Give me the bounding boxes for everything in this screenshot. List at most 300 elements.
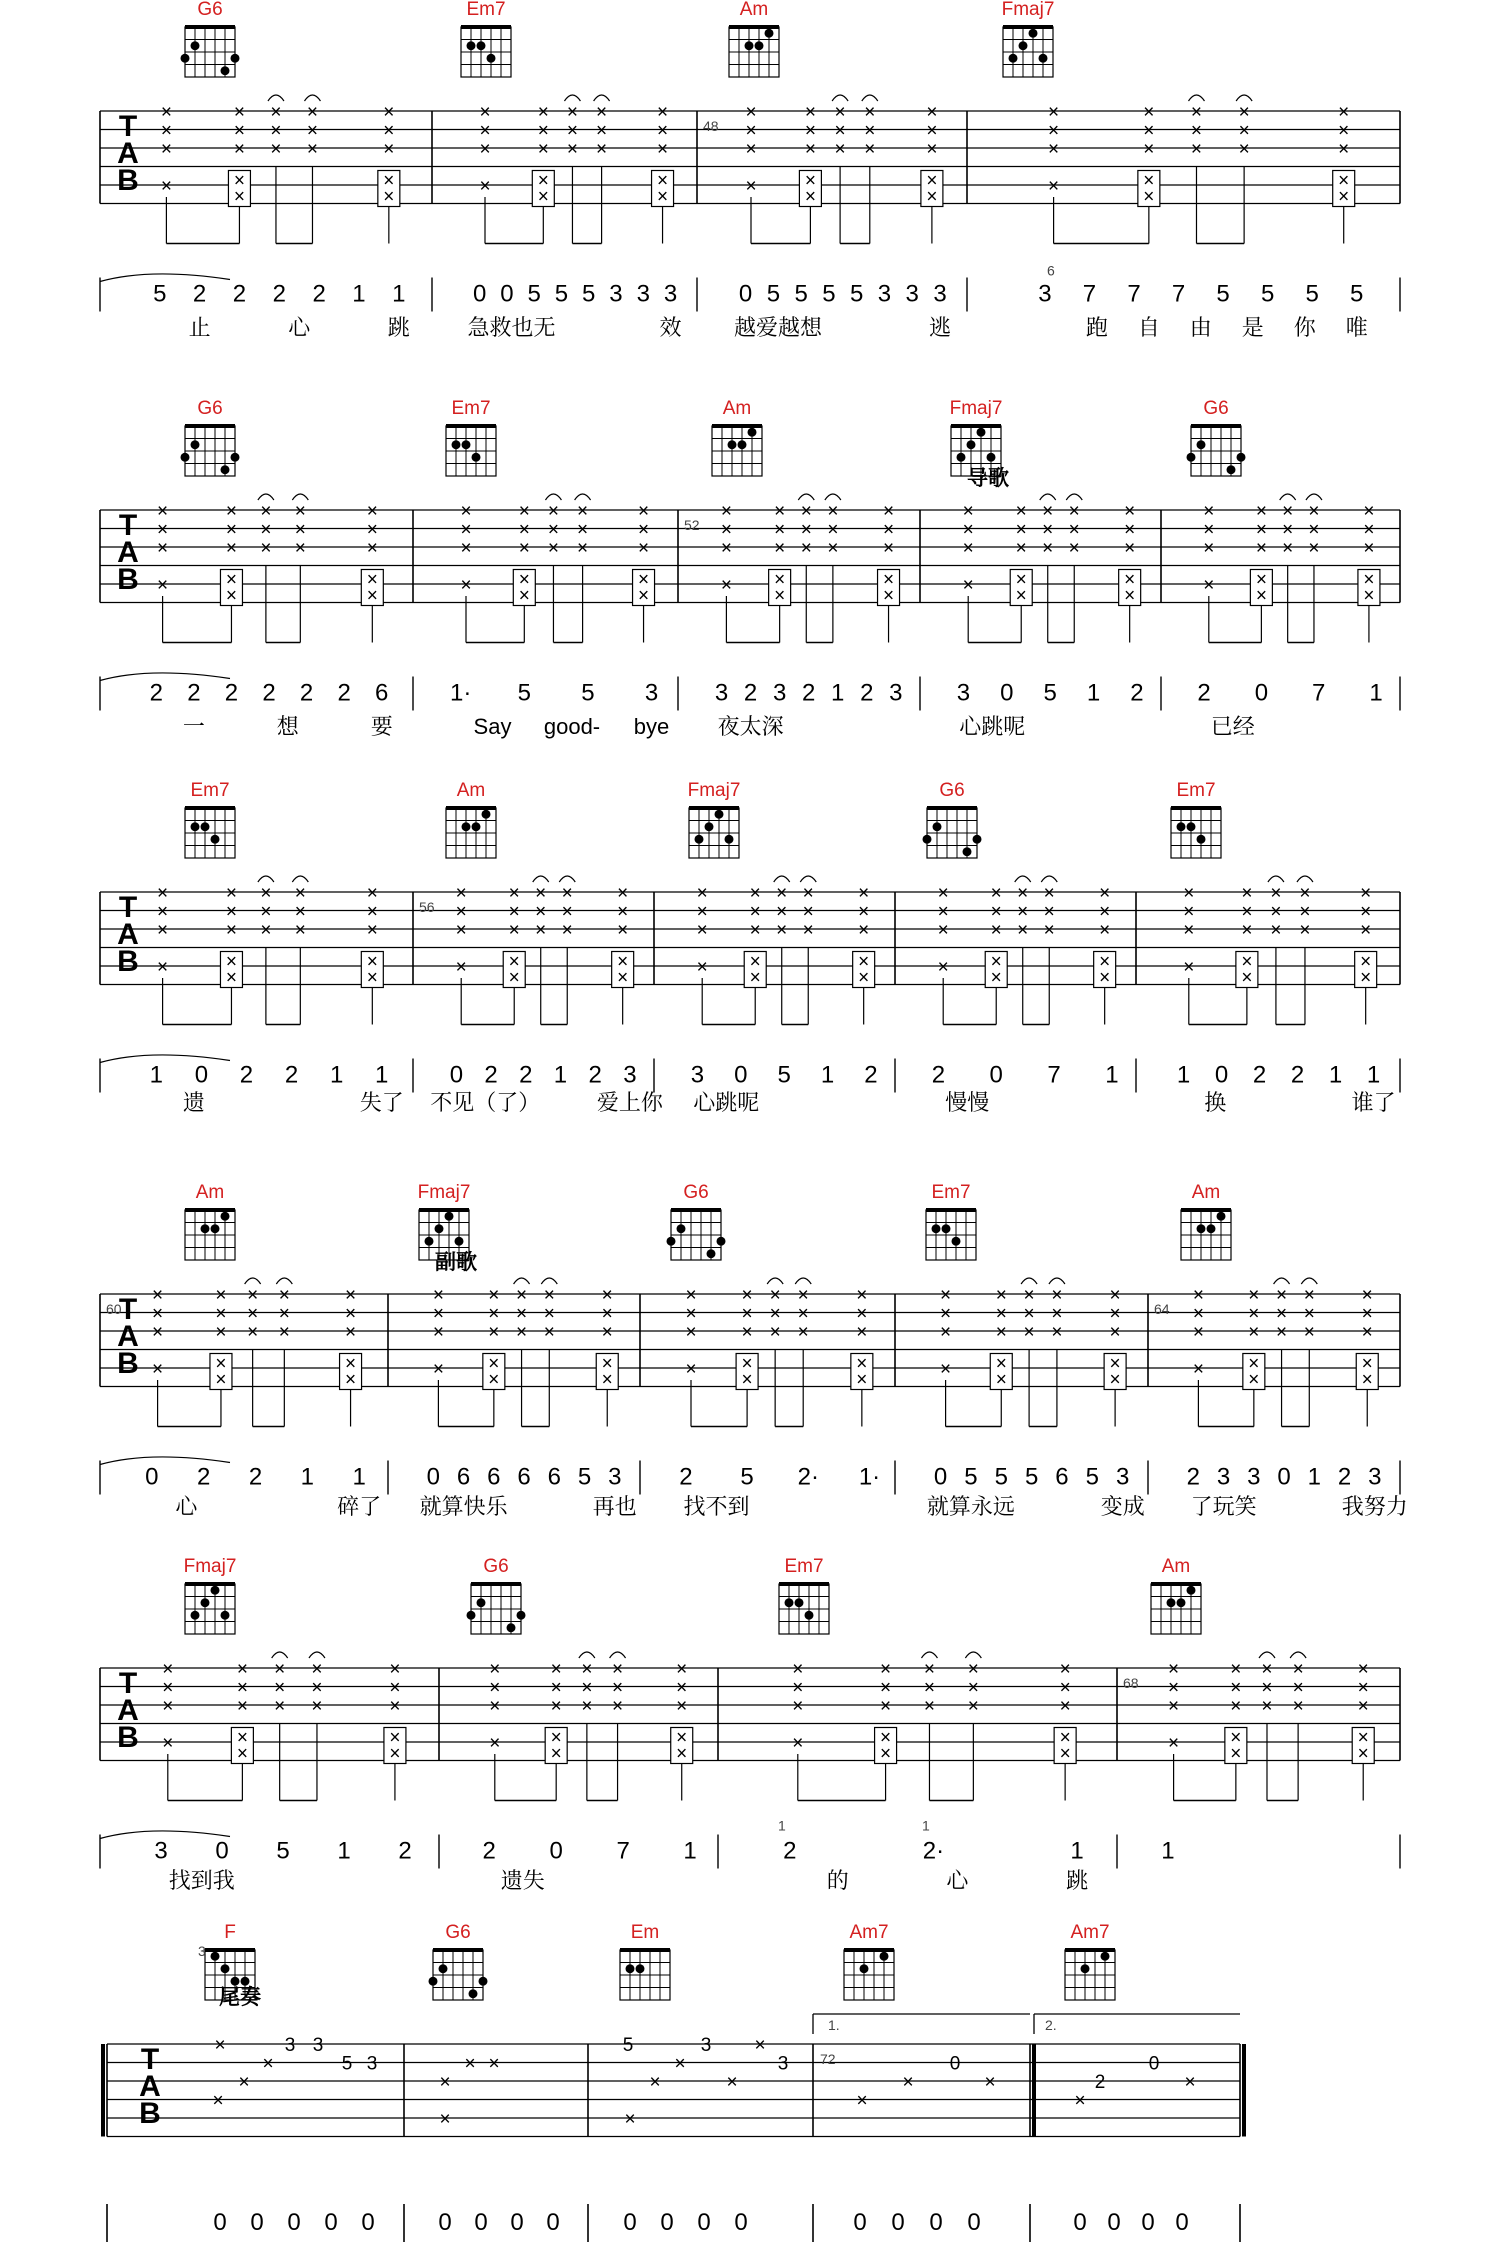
strum-mark: × bbox=[741, 1285, 753, 1306]
jianpu-note: 2 bbox=[197, 1463, 211, 1491]
strum-mark: × bbox=[1203, 501, 1215, 522]
strum-mark: × bbox=[937, 883, 949, 904]
strum-mark: × bbox=[1183, 901, 1195, 923]
jianpu-note: 3 bbox=[905, 280, 919, 308]
strum-mark: × bbox=[1360, 920, 1372, 941]
strum-mark: × bbox=[596, 139, 608, 160]
strum-mark: × bbox=[383, 120, 395, 142]
strum-mark: × bbox=[1360, 901, 1372, 923]
strum-mark: × bbox=[383, 139, 395, 160]
tie-arc bbox=[1274, 1278, 1290, 1284]
strum-mark: × bbox=[880, 1677, 892, 1699]
strum-mark: × bbox=[236, 1677, 248, 1699]
strum-mark: × bbox=[366, 538, 378, 559]
chord-name: Em7 bbox=[451, 398, 491, 419]
lyric-text: 越爱越想 bbox=[733, 315, 823, 340]
pick-mark: × bbox=[754, 2035, 766, 2056]
slap-mark: × bbox=[1248, 1369, 1260, 1391]
chord-dot bbox=[1167, 1598, 1176, 1607]
strum-mark: × bbox=[157, 901, 169, 923]
chord-dot bbox=[191, 1611, 200, 1620]
strum-mark: × bbox=[577, 519, 589, 541]
measure-number: 72 bbox=[820, 2051, 836, 2067]
jianpu-note: 1 bbox=[1086, 679, 1101, 707]
strum-mark: × bbox=[274, 1659, 286, 1680]
strum-mark: × bbox=[1190, 120, 1203, 142]
strum-mark: × bbox=[926, 102, 938, 123]
strum-mark: × bbox=[995, 1285, 1007, 1306]
jianpu-note: 5 bbox=[740, 1463, 754, 1491]
strum-mark: × bbox=[225, 501, 238, 522]
jianpu-note: 1 bbox=[300, 1463, 315, 1491]
fret-number: 3 bbox=[284, 2035, 296, 2056]
strum-mark: × bbox=[270, 120, 282, 142]
jianpu-note: 7 bbox=[1082, 280, 1097, 308]
strum-mark: × bbox=[776, 920, 788, 941]
strum-mark: × bbox=[1109, 1303, 1121, 1325]
lyric-text: 了玩笑 bbox=[1190, 1494, 1257, 1519]
strum-mark: × bbox=[1143, 102, 1155, 123]
slap-mark: × bbox=[1255, 569, 1267, 591]
tie-arc bbox=[1259, 1652, 1275, 1658]
strum-mark: × bbox=[561, 920, 573, 941]
strum-mark: × bbox=[1048, 139, 1060, 160]
strum-mark: × bbox=[1203, 538, 1215, 559]
strum-mark: × bbox=[797, 1303, 809, 1325]
tab-letter: B bbox=[117, 945, 139, 978]
pick-mark: × bbox=[212, 2090, 224, 2112]
strum-mark: × bbox=[612, 1677, 624, 1699]
slur bbox=[100, 1457, 230, 1465]
strum-mark: × bbox=[479, 102, 491, 123]
tie-arc bbox=[268, 95, 284, 101]
pick-mark: × bbox=[464, 2053, 476, 2075]
jianpu-note: 0 bbox=[989, 1061, 1003, 1089]
jianpu-note: 3 bbox=[636, 280, 650, 308]
rhythm-note: 0 bbox=[250, 2209, 264, 2236]
strum-mark: × bbox=[1043, 883, 1055, 904]
tie-arc bbox=[767, 1278, 783, 1284]
measure-number: 48 bbox=[703, 118, 719, 134]
lyric-text: 你 bbox=[1293, 315, 1316, 340]
chord-dot bbox=[191, 440, 200, 449]
tab-letter: A bbox=[117, 536, 139, 569]
strum-mark: × bbox=[937, 920, 949, 941]
tab-letter: B bbox=[117, 164, 139, 197]
chord-dot bbox=[677, 1224, 686, 1233]
strum-mark: × bbox=[1023, 1285, 1035, 1306]
strum-mark: × bbox=[294, 901, 306, 923]
tab-system bbox=[100, 780, 1400, 1115]
slap-mark: × bbox=[880, 1743, 892, 1765]
jianpu-note: 2 bbox=[931, 1061, 946, 1089]
strum-mark: × bbox=[962, 538, 974, 559]
chord-dot bbox=[472, 453, 481, 462]
tie-arc bbox=[541, 1278, 557, 1284]
slap-mark: × bbox=[518, 569, 530, 591]
strum-mark: × bbox=[278, 1285, 290, 1306]
tie-arc bbox=[1297, 876, 1313, 882]
fret-number: 3 bbox=[777, 2053, 789, 2075]
strum-mark: × bbox=[1017, 901, 1029, 923]
jianpu-note: 3 bbox=[663, 280, 678, 308]
strum-mark: × bbox=[1043, 920, 1055, 941]
tie-arc bbox=[1301, 1278, 1317, 1284]
jianpu-note: 0 bbox=[1254, 679, 1269, 707]
slap-mark: × bbox=[749, 967, 761, 989]
tie-arc bbox=[1188, 95, 1204, 101]
slap-mark: × bbox=[741, 1369, 753, 1391]
lyric-text: 跳 bbox=[387, 315, 410, 340]
strum-mark: × bbox=[1241, 883, 1253, 904]
chord-dot bbox=[467, 1611, 476, 1620]
jianpu-note: 3 bbox=[644, 679, 659, 707]
strum-mark: × bbox=[1255, 538, 1267, 559]
jianpu-note: 1 bbox=[329, 1061, 344, 1089]
lyric-text: 慢慢 bbox=[945, 1090, 990, 1115]
strum-mark: × bbox=[696, 883, 708, 904]
jianpu-note: 3 bbox=[608, 1463, 622, 1491]
chord-dot bbox=[967, 440, 976, 449]
slap-mark: × bbox=[488, 1369, 500, 1391]
strum-mark: × bbox=[1308, 538, 1320, 559]
jianpu-note: 5 bbox=[1260, 280, 1275, 308]
chord-dot bbox=[191, 822, 200, 831]
strum-mark: × bbox=[802, 920, 814, 941]
chord-diagram bbox=[446, 398, 496, 476]
strum-mark: × bbox=[1168, 1696, 1180, 1717]
strum-mark: × bbox=[676, 1696, 688, 1717]
strum-mark: × bbox=[366, 920, 378, 941]
strum-mark: × bbox=[1203, 519, 1215, 541]
strum-mark: × bbox=[260, 538, 272, 559]
chord-dot bbox=[487, 54, 496, 63]
strum-mark: × bbox=[1192, 1322, 1204, 1343]
strum-mark: × bbox=[926, 139, 938, 160]
strum-mark: × bbox=[547, 501, 560, 522]
chord-diagram bbox=[1002, 0, 1055, 77]
slap-mark: × bbox=[1059, 1727, 1071, 1749]
tab-letter: B bbox=[117, 1347, 139, 1380]
chord-dot bbox=[231, 453, 240, 462]
rhythm-note: 0 bbox=[623, 2209, 637, 2236]
tie-arc bbox=[795, 1278, 811, 1284]
measure-number: 64 bbox=[1154, 1301, 1170, 1317]
chord-diagram bbox=[467, 1556, 526, 1634]
chord-name: Em7 bbox=[1176, 780, 1216, 801]
bass-mark: × bbox=[455, 957, 467, 978]
strum-mark: × bbox=[923, 1677, 936, 1699]
strum-mark: × bbox=[1292, 1696, 1304, 1717]
chord-dot bbox=[201, 1224, 210, 1233]
strum-mark: × bbox=[1361, 1322, 1373, 1343]
jianpu-note: 5 bbox=[822, 280, 836, 308]
strum-mark: × bbox=[225, 920, 238, 941]
tab-letter: B bbox=[139, 2097, 161, 2130]
rhythm-note: 0 bbox=[1073, 2209, 1087, 2236]
rhythm-note: 0 bbox=[1175, 2209, 1189, 2236]
jianpu-note: 2 bbox=[783, 1837, 797, 1865]
lyric-text: 的 bbox=[826, 1868, 849, 1893]
strum-mark: × bbox=[274, 1677, 286, 1699]
bass-mark: × bbox=[162, 1733, 174, 1754]
strum-mark: × bbox=[1059, 1659, 1071, 1680]
chord-dot bbox=[880, 1952, 889, 1961]
chord-diagram bbox=[712, 398, 762, 476]
slap-mark: × bbox=[233, 170, 245, 192]
lyric-text: 爱上你 bbox=[596, 1090, 663, 1115]
jianpu-note: 3 bbox=[1247, 1463, 1261, 1491]
strum-mark: × bbox=[990, 920, 1002, 941]
jianpu-note: 2 bbox=[272, 280, 286, 308]
strum-mark: × bbox=[774, 538, 786, 559]
strum-mark: × bbox=[270, 102, 282, 123]
rhythm-note: 0 bbox=[891, 2209, 905, 2236]
strum-mark: × bbox=[596, 120, 608, 142]
tab-letter: T bbox=[118, 1667, 138, 1700]
jianpu-note: 1 bbox=[683, 1837, 697, 1865]
strum-mark: × bbox=[1299, 901, 1311, 923]
strum-mark: × bbox=[535, 920, 547, 941]
strum-mark: × bbox=[152, 1285, 164, 1306]
chord-dot bbox=[439, 1964, 448, 1973]
jianpu-note: 2 bbox=[588, 1061, 602, 1089]
chord-dot bbox=[1227, 465, 1236, 474]
tie-arc bbox=[862, 95, 878, 101]
chord-dot bbox=[211, 1586, 220, 1595]
chord-name: Em7 bbox=[190, 780, 230, 801]
chord-dot bbox=[241, 1977, 250, 1986]
jianpu-note: 1 bbox=[1366, 1061, 1381, 1089]
strum-mark: × bbox=[1068, 519, 1080, 541]
strum-mark: × bbox=[157, 920, 169, 941]
strum-mark: × bbox=[940, 1322, 952, 1343]
rhythm-note: 0 bbox=[853, 2209, 867, 2236]
tab-letter: T bbox=[118, 509, 138, 542]
chord-dot bbox=[467, 41, 476, 50]
chord-dot bbox=[221, 465, 230, 474]
jianpu-note: 5 bbox=[766, 280, 781, 308]
jianpu-note: 2 bbox=[232, 280, 247, 308]
tie-arc bbox=[272, 1652, 288, 1658]
lyric-text: bye bbox=[633, 714, 670, 739]
chord-diagram bbox=[688, 780, 741, 858]
jianpu-note: 6 bbox=[517, 1463, 531, 1491]
rhythm-note: 0 bbox=[213, 2209, 227, 2236]
lyric-text: 不见（了） bbox=[430, 1090, 541, 1115]
jianpu-note: 2 bbox=[224, 679, 239, 707]
chord-diagram bbox=[950, 398, 1003, 476]
jianpu-note: 2 bbox=[743, 679, 758, 707]
strum-mark: × bbox=[152, 1303, 164, 1325]
tie-arc bbox=[258, 494, 274, 500]
jianpu-note: 1· bbox=[450, 679, 472, 707]
strum-mark: × bbox=[995, 1303, 1007, 1325]
strum-mark: × bbox=[1068, 501, 1080, 522]
strum-mark: × bbox=[800, 501, 812, 522]
jianpu-note: 7 bbox=[1047, 1061, 1061, 1089]
tie-arc bbox=[276, 1278, 292, 1284]
strum-mark: × bbox=[345, 1285, 357, 1306]
bass-mark: × bbox=[479, 176, 491, 197]
jianpu-note: 2 bbox=[864, 1061, 878, 1089]
strum-mark: × bbox=[581, 1677, 593, 1699]
pick-mark: × bbox=[674, 2053, 686, 2075]
chord-name: Am7 bbox=[849, 1922, 889, 1943]
jianpu-note: 5 bbox=[777, 1061, 791, 1089]
strum-mark: × bbox=[776, 901, 788, 923]
strum-mark: × bbox=[389, 1659, 401, 1680]
strum-mark: × bbox=[1017, 883, 1029, 904]
slap-mark: × bbox=[1109, 1353, 1121, 1375]
measure-number: 68 bbox=[1123, 1675, 1139, 1691]
slap-mark: × bbox=[741, 1353, 753, 1375]
strum-mark: × bbox=[617, 901, 629, 923]
rhythm-note: 0 bbox=[967, 2209, 981, 2236]
chord-dot bbox=[745, 41, 754, 50]
strum-mark: × bbox=[389, 1696, 401, 1717]
section-label: 副歌 bbox=[435, 1251, 477, 1274]
strum-mark: × bbox=[236, 1659, 248, 1680]
jianpu-note: 2 bbox=[187, 679, 201, 707]
chord-dot bbox=[462, 440, 471, 449]
chord-dot bbox=[932, 1224, 941, 1233]
bass-mark: × bbox=[1203, 575, 1215, 596]
outro-system bbox=[103, 1922, 1244, 2242]
tie-arc bbox=[1236, 95, 1252, 101]
jianpu-note: 1 bbox=[149, 1061, 164, 1089]
strum-mark: × bbox=[1255, 519, 1267, 541]
jianpu-note: 1 bbox=[1369, 679, 1383, 707]
tie-arc bbox=[1041, 876, 1057, 882]
strum-mark: × bbox=[685, 1303, 697, 1325]
chord-dot bbox=[517, 1611, 526, 1620]
strum-mark: × bbox=[460, 501, 472, 522]
chord-dot bbox=[963, 847, 972, 856]
bass-mark: × bbox=[940, 1359, 952, 1380]
strum-mark: × bbox=[741, 1303, 753, 1325]
slap-mark: × bbox=[1338, 186, 1350, 208]
strum-mark: × bbox=[516, 1285, 528, 1306]
slap-mark: × bbox=[225, 585, 238, 607]
strum-mark: × bbox=[696, 901, 708, 923]
chord-dot bbox=[933, 822, 942, 831]
strum-mark: × bbox=[561, 901, 573, 923]
strum-mark: × bbox=[489, 1659, 501, 1680]
slap-mark: × bbox=[1360, 951, 1372, 973]
strum-mark: × bbox=[1299, 883, 1311, 904]
strum-mark: × bbox=[612, 1696, 624, 1717]
strum-mark: × bbox=[215, 1303, 227, 1325]
strum-mark: × bbox=[306, 102, 319, 123]
strum-mark: × bbox=[1241, 901, 1253, 923]
tab-system bbox=[100, 0, 1400, 340]
chord-dot bbox=[626, 1964, 635, 1973]
chord-dot bbox=[952, 1237, 961, 1246]
tab-system bbox=[100, 1182, 1408, 1519]
slap-mark: × bbox=[990, 967, 1002, 989]
jianpu-note: 6 bbox=[375, 679, 389, 707]
jianpu-note: 2 bbox=[312, 280, 326, 308]
tie-arc bbox=[832, 95, 848, 101]
chord-name: G6 bbox=[197, 398, 223, 419]
strum-mark: × bbox=[1143, 139, 1155, 160]
tab-letter: B bbox=[117, 563, 139, 596]
jianpu-note: 3 bbox=[623, 1061, 637, 1089]
chord-dot bbox=[455, 1237, 464, 1246]
chord-dot bbox=[667, 1237, 676, 1246]
strum-mark: × bbox=[260, 883, 272, 904]
jianpu-note: 5 bbox=[1024, 1463, 1039, 1491]
strum-mark: × bbox=[247, 1303, 259, 1325]
strum-mark: × bbox=[856, 1285, 868, 1306]
jianpu-note: 1 bbox=[820, 1061, 835, 1089]
strum-mark: × bbox=[366, 519, 378, 541]
slap-mark: × bbox=[1248, 1353, 1260, 1375]
chord-dot bbox=[728, 440, 737, 449]
lyric-text: 谁了 bbox=[1351, 1090, 1396, 1115]
strum-mark: × bbox=[774, 519, 786, 541]
strum-mark: × bbox=[455, 901, 467, 923]
jianpu-note: 0 bbox=[1000, 679, 1014, 707]
slap-mark: × bbox=[383, 170, 395, 192]
tie-arc bbox=[575, 494, 591, 500]
jianpu-note: 1 bbox=[553, 1061, 568, 1089]
slap-mark: × bbox=[1338, 170, 1350, 192]
strum-mark: × bbox=[1338, 102, 1350, 123]
strum-mark: × bbox=[1360, 883, 1372, 904]
rhythm-note: 0 bbox=[546, 2209, 560, 2236]
strum-mark: × bbox=[1124, 538, 1136, 559]
slap-mark: × bbox=[856, 1353, 868, 1375]
strum-mark: × bbox=[1017, 920, 1029, 941]
jianpu-note: 2 bbox=[248, 1463, 263, 1491]
strum-mark: × bbox=[858, 920, 870, 941]
strum-mark: × bbox=[236, 1696, 248, 1717]
strum-mark: × bbox=[508, 901, 520, 923]
jianpu-note: 1 bbox=[375, 1061, 389, 1089]
strum-mark: × bbox=[1282, 538, 1294, 559]
strum-mark: × bbox=[460, 538, 472, 559]
strum-mark: × bbox=[834, 102, 846, 123]
jianpu-note: 1 bbox=[392, 280, 406, 308]
strum-mark: × bbox=[856, 1303, 868, 1325]
tab-letter: T bbox=[140, 2043, 160, 2076]
strum-mark: × bbox=[1023, 1303, 1035, 1325]
strum-mark: × bbox=[745, 120, 757, 142]
strum-mark: × bbox=[880, 1659, 892, 1680]
pick-mark: × bbox=[726, 2072, 738, 2093]
chord-dot bbox=[479, 1977, 488, 1986]
jianpu-note: 1 bbox=[337, 1837, 351, 1865]
slap-mark: × bbox=[1255, 585, 1267, 607]
strum-mark: × bbox=[550, 1677, 562, 1699]
bass-mark: × bbox=[432, 1359, 444, 1380]
strum-mark: × bbox=[260, 901, 272, 923]
jianpu-note: 1 bbox=[352, 1463, 366, 1491]
strum-mark: × bbox=[1192, 1303, 1204, 1325]
lyric-text: 碎了 bbox=[337, 1494, 382, 1519]
strum-mark: × bbox=[1361, 1285, 1373, 1306]
slap-mark: × bbox=[215, 1369, 227, 1391]
chord-dot bbox=[477, 41, 486, 50]
chord-dot bbox=[717, 1237, 726, 1246]
strum-mark: × bbox=[294, 501, 306, 522]
slap-mark: × bbox=[236, 1743, 248, 1765]
slap-mark: × bbox=[383, 186, 395, 208]
lyric-text: 失了 bbox=[359, 1090, 404, 1115]
strum-mark: × bbox=[1023, 1322, 1035, 1343]
